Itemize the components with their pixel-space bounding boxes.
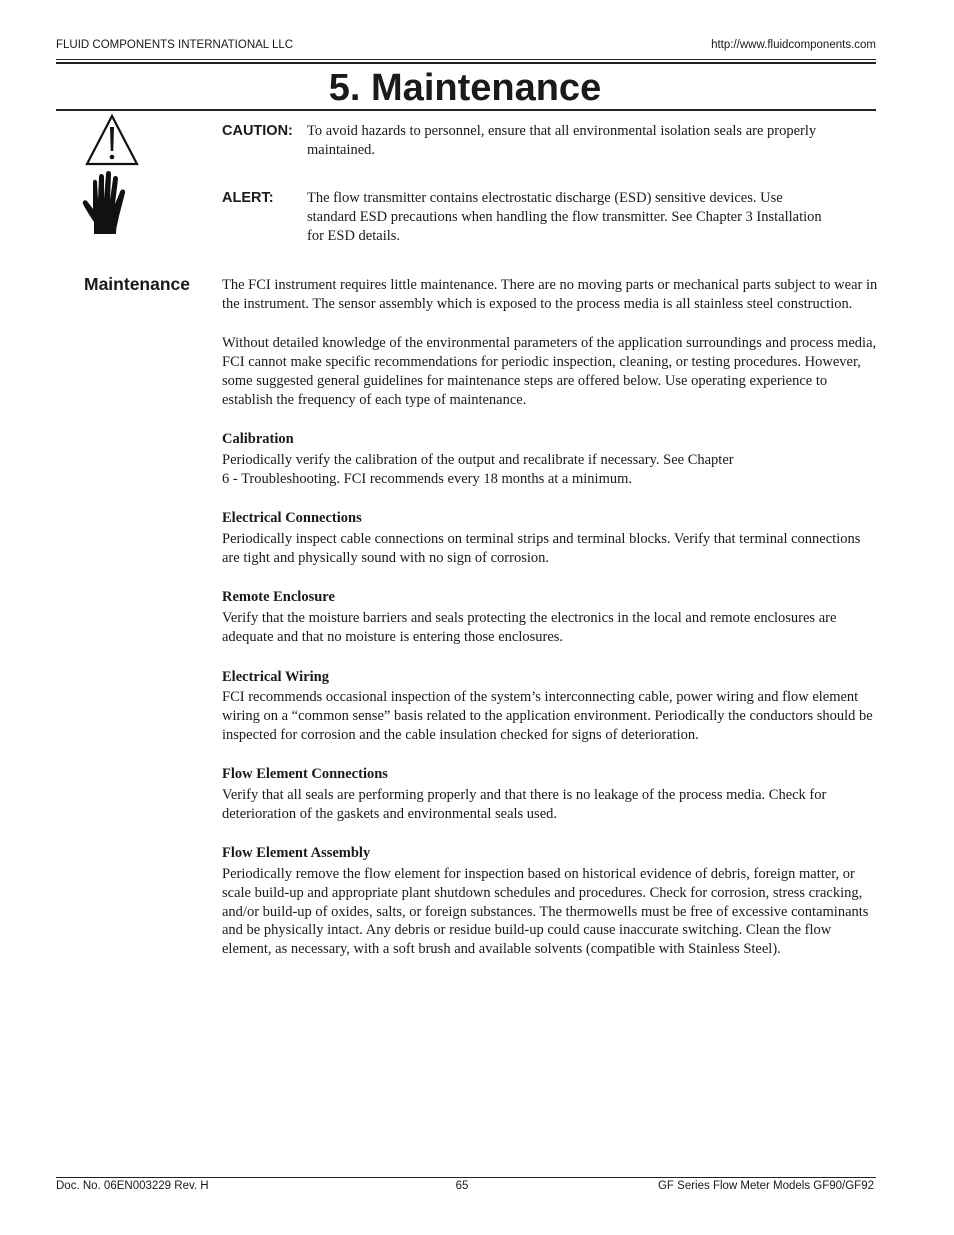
- caution-text: [307, 122, 877, 160]
- subsection-text: Periodically remove the flow element for inspection based on historical evidence of debris, foreign matter, or scale build-up and appropriate plant shutdown schedules and procedures. Check for corrosion, stress cracking, and/or build-up of oxides, salts, or foreign substances. The thermowells must be free of excessive contaminants and be physically intact. Any debris or residue build-up could cause inaccurate switching. Clean the flow element, as necessary, with a soft brush and available solvents (compatible with Stainless Steel).: [222, 866, 869, 957]
- title-divider: [56, 109, 876, 111]
- section-heading: Maintenance: [84, 274, 190, 294]
- footer-product: GF Series Flow Meter Models GF90/GF92: [657, 1180, 874, 1192]
- alert-text: [307, 189, 877, 246]
- caution-text-line: To avoid hazards to personnel, ensure that all environmental isolation seals are properly: [307, 123, 817, 139]
- header-divider-thick: [56, 62, 876, 64]
- subsection-title: Electrical Connections: [222, 510, 362, 527]
- subsection-text: [222, 451, 880, 488]
- subsection-text-line: 6 - Troubleshooting. FCI recommends every 18 months at a minimum.: [222, 470, 633, 487]
- subsection-text: Periodically inspect cable connections on terminal strips and terminal blocks. Verify that terminal connections are tight and physically sound with no sign of corrosion.: [222, 531, 861, 566]
- subsection-title: Electrical Wiring: [222, 668, 329, 685]
- subsection-title: Remote Enclosure: [222, 589, 335, 606]
- intro-paragraph: The FCI instrument requires little maintenance. There are no moving parts or mechanical parts subject to wear in the instrument. The sensor assembly which is exposed to the process media is all stainless steel construction.: [222, 277, 878, 312]
- chapter-title: 5. Maintenance: [328, 67, 602, 109]
- alert-text-line: standard ESD precautions when handling the flow transmitter. See Chapter 3 Installation: [307, 209, 822, 225]
- subsection-title: Calibration: [222, 431, 294, 448]
- stop-hand-icon: [82, 170, 134, 236]
- alert-text-line: The flow transmitter contains electrostatic discharge (ESD) sensitive devices. Use: [307, 190, 783, 206]
- subsection-text: Verify that the moisture barriers and seals protecting the electronics in the local and remote enclosures are adequate and that no moisture is entering those enclosures.: [222, 610, 837, 645]
- subsection-text: Verify that all seals are performing properly and that there is no leakage of the process media. Check for deterioration of the gaskets and environmental seals used.: [222, 787, 827, 822]
- footer-page-number: 65: [455, 1180, 469, 1192]
- intro-paragraph: Without detailed knowledge of the environmental parameters of the application surroundings and process media, FCI cannot make specific recommendations for periodic inspection, cleaning, or testing procedures. However, some suggested general guidelines for maintenance steps are offered below. Use operating experience to establish the frequency of each type of maintenance.: [222, 335, 877, 408]
- footer-doc-number: Doc. No. 06EN003229 Rev. H: [56, 1180, 209, 1192]
- header-company: FLUID COMPONENTS INTERNATIONAL LLC: [56, 39, 294, 51]
- caution-label: CAUTION:: [222, 123, 293, 139]
- caution-text-line: maintained.: [307, 142, 376, 158]
- alert-text-line: for ESD details.: [307, 228, 401, 244]
- footer-divider: [56, 1177, 876, 1178]
- subsection-text: FCI recommends occasional inspection of the system’s interconnecting cable, power wiring and flow element wiring on a “common sense” basis related to the application environment. Periodically the conductors should be inspected for corrosion and the cable insulation checked for signs of deterioration.: [222, 689, 873, 743]
- header-url: http://www.fluidcomponents.com: [711, 39, 876, 51]
- header-divider: [56, 59, 876, 60]
- section-body: [222, 276, 880, 980]
- subsection-title: Flow Element Assembly: [222, 845, 371, 862]
- alert-label: ALERT:: [222, 190, 274, 206]
- subsection-title: Flow Element Connections: [222, 766, 388, 783]
- warning-triangle-icon: [84, 113, 140, 167]
- subsection-text-line: Periodically verify the calibration of the output and recalibrate if necessary. See Chapter: [222, 451, 734, 468]
